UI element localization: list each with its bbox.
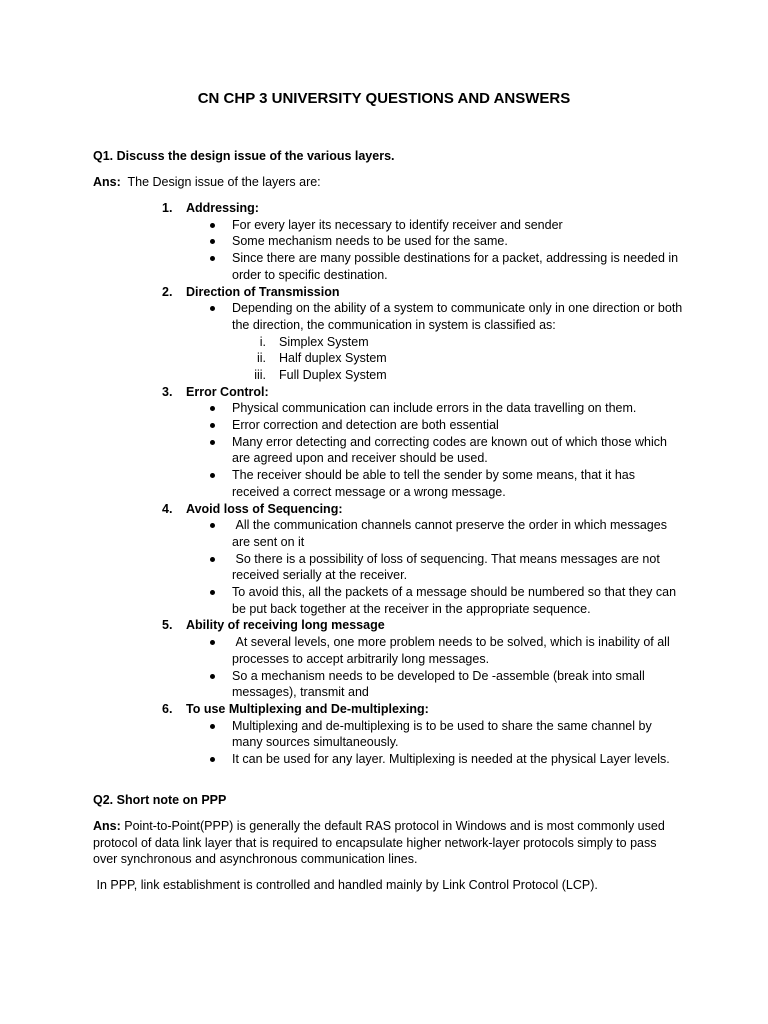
- answer-2-paragraph-2: In PPP, link establishment is controlled and handled mainly by Link Control Protocol (LCP).: [93, 878, 598, 892]
- bullet-point: [0, 634, 684, 667]
- sub-list-item: [0, 350, 768, 367]
- bullet-point: [0, 233, 684, 250]
- bullet-point: [0, 467, 684, 500]
- bullet-point: [0, 300, 684, 333]
- bullet-text: Many error detecting and correcting codes are known out of which those which are agreed upon and receiver should be used.: [232, 434, 671, 466]
- bullet-point: [0, 400, 684, 417]
- bullet-text: Some mechanism needs to be used for the same.: [232, 234, 508, 249]
- bullet-point: [0, 217, 684, 234]
- sub-list-text: Half duplex System: [279, 351, 387, 366]
- bullet-text: So there is a possibility of loss of sequencing. That means messages are not received serially at the receiver.: [232, 551, 664, 583]
- list-item-number: 2.: [162, 284, 173, 299]
- sub-list-text: Full Duplex System: [279, 367, 387, 382]
- list-item-heading: [0, 384, 768, 401]
- bullet-dot-icon: [210, 256, 215, 261]
- sub-list-text: Simplex System: [279, 334, 369, 349]
- list-item-number: 3.: [162, 384, 173, 399]
- bullet-text: To avoid this, all the packets of a message should be numbered so that they can be put back together at the receiver in the appropriate sequence.: [232, 585, 680, 616]
- bullet-text: Since there are many possible destinations for a packet, addressing is needed in order to specific destination.: [232, 251, 682, 282]
- sub-list-numeral: iii.: [254, 367, 266, 382]
- bullet-text: All the communication channels cannot preserve the order in which messages are sent on it: [232, 518, 671, 549]
- bullet-text: Physical communication can include errors in the data travelling on them.: [232, 401, 637, 416]
- list-item-title: To use Multiplexing and De-multiplexing:: [186, 701, 429, 716]
- bullet-dot-icon: [210, 440, 215, 445]
- bullet-dot-icon: [210, 640, 215, 645]
- sub-list-item: [0, 334, 768, 351]
- sub-list-numeral: ii.: [256, 351, 266, 366]
- list-item-number: 4.: [162, 501, 173, 516]
- bullet-dot-icon: [210, 523, 215, 528]
- list-item-title: Error Control:: [186, 384, 269, 399]
- list-item-number: 5.: [162, 618, 173, 633]
- bullet-text: Error correction and detection are both essential: [232, 418, 499, 433]
- bullet-dot-icon: [210, 423, 215, 428]
- sub-list-item: [0, 367, 768, 384]
- bullet-dot-icon: [210, 674, 215, 679]
- bullet-point: [0, 250, 684, 283]
- bullet-dot-icon: [210, 306, 215, 311]
- bullet-point: [0, 718, 684, 751]
- bullet-text: It can be used for any layer. Multiplexing is needed at the physical Layer levels.: [232, 752, 670, 767]
- sub-list-numeral: i.: [259, 334, 266, 349]
- bullet-point: [0, 417, 684, 434]
- answer-2-text: Point-to-Point(PPP) is generally the default RAS protocol in Windows and is most commonly used protocol of data link layer that is required to encapsulate higher network-layer protocols simply to pass over synchronous and asynchronous communication lines.: [93, 819, 665, 867]
- list-item-heading: [0, 284, 768, 301]
- list-item-heading: [0, 200, 768, 217]
- question-2: Q2. Short note on PPP: [93, 793, 227, 807]
- list-item-title: Direction of Transmission: [186, 284, 340, 299]
- bullet-dot-icon: [210, 757, 215, 762]
- bullet-dot-icon: [210, 724, 215, 729]
- answer-1-label: Ans:: [93, 175, 121, 189]
- answer-2-label: Ans:: [93, 819, 121, 833]
- answer-1-intro: [93, 174, 321, 191]
- list-item-title: Addressing:: [186, 201, 259, 215]
- list-item-number: 1.: [162, 201, 173, 215]
- bullet-point: [0, 434, 684, 467]
- list-item-title: Ability of receiving long message: [186, 618, 385, 633]
- design-issues-list: [0, 200, 768, 768]
- list-item-title: Avoid loss of Sequencing:: [186, 501, 343, 516]
- bullet-dot-icon: [210, 239, 215, 244]
- list-item-number: 6.: [162, 701, 173, 716]
- answer-1-text: The Design issue of the layers are:: [120, 175, 321, 189]
- bullet-point: [0, 668, 684, 701]
- page-title: CN CHP 3 UNIVERSITY QUESTIONS AND ANSWERS: [197, 90, 571, 107]
- bullet-text: For every layer its necessary to identify receiver and sender: [232, 217, 563, 232]
- bullet-dot-icon: [210, 406, 215, 411]
- list-item-heading: [0, 617, 768, 634]
- bullet-text: Depending on the ability of a system to communicate only in one direction or both the direction, the communication in system is classified as:: [232, 301, 686, 332]
- bullet-dot-icon: [210, 590, 215, 595]
- bullet-text: At several levels, one more problem needs to be solved, which is inability of all processes to accept arbitrarily long messages.: [232, 635, 674, 666]
- answer-2-paragraph: [93, 818, 683, 868]
- list-item-heading: [0, 701, 768, 718]
- bullet-point: [0, 551, 684, 584]
- bullet-text: The receiver should be able to tell the sender by some means, that it has received a correct message or a wrong message.: [232, 468, 639, 499]
- bullet-dot-icon: [210, 557, 215, 562]
- bullet-dot-icon: [210, 223, 215, 228]
- bullet-point: [0, 584, 684, 617]
- list-item-heading: [0, 501, 768, 518]
- question-1: Q1. Discuss the design issue of the various layers.: [93, 149, 395, 163]
- bullet-point: [0, 517, 684, 550]
- bullet-dot-icon: [210, 473, 215, 478]
- bullet-text: So a mechanism needs to be developed to De -assemble (break into small messages), transmit and: [232, 668, 649, 700]
- bullet-point: [0, 751, 684, 768]
- bullet-text: Multiplexing and de-multiplexing is to be used to share the same channel by many sources simultaneously.: [232, 718, 656, 750]
